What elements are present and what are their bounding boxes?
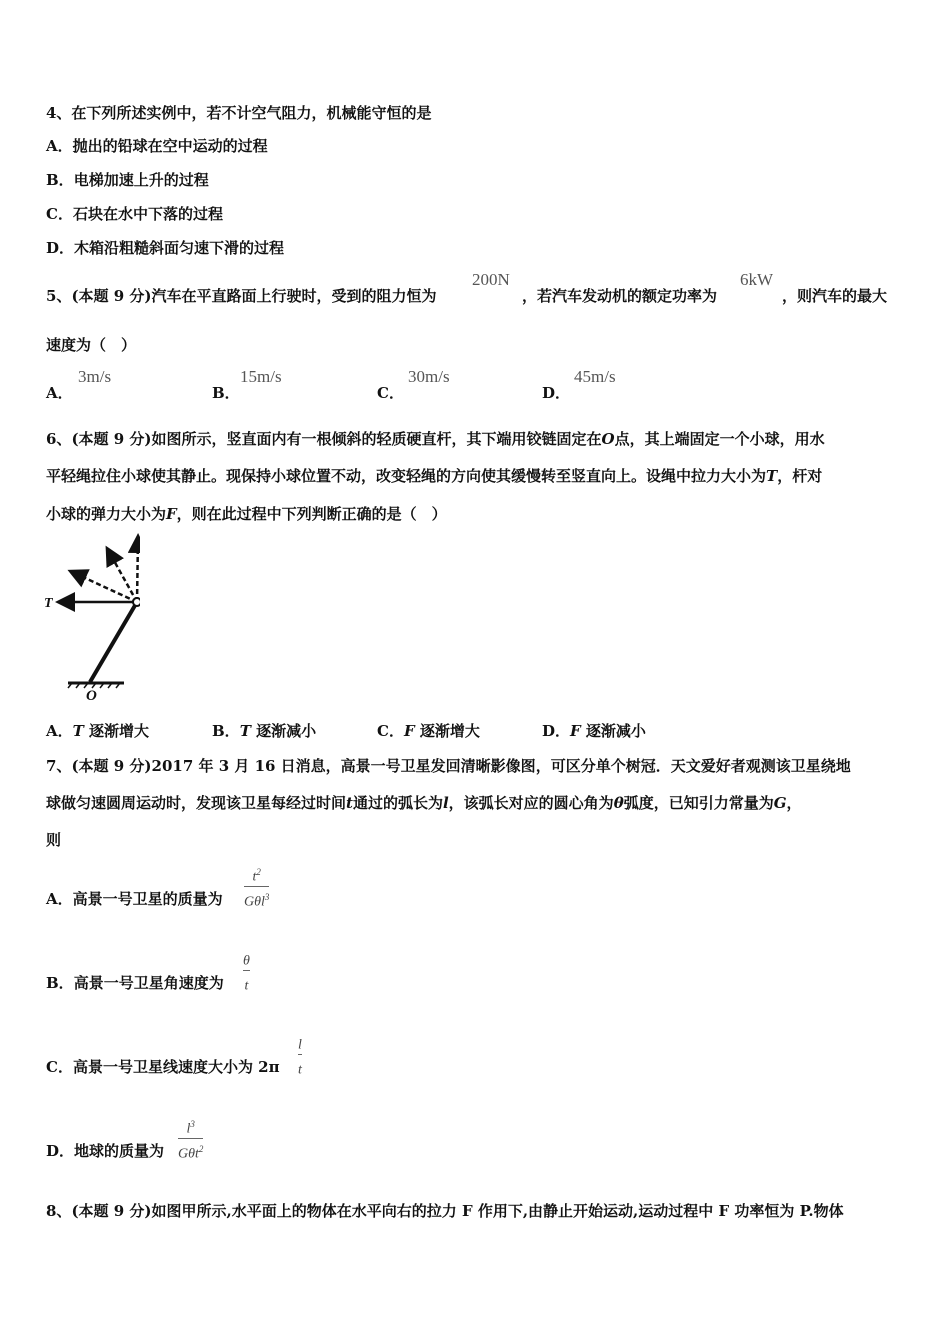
q5-option-a-value: 3m/s [78, 367, 112, 386]
q5-option-c-label: C． [377, 384, 404, 402]
q6-option-d: D．F 逐渐减小 [542, 722, 646, 740]
q5-option-d-label: D． [542, 384, 571, 402]
q7-option-c: C．高景一号卫星线速度大小为 2π [46, 1058, 280, 1076]
q5-option-b-value: 15m/s [240, 367, 282, 386]
q5-option-a-label: A． [46, 384, 73, 402]
q6-option-c: C．F 逐渐增大 [377, 722, 480, 740]
q7-line3: 则 [46, 831, 62, 849]
rod [90, 602, 137, 682]
q6-line3: 小球的弹力大小为F，则在此过程中下列判断正确的是（ ） [46, 505, 447, 523]
q5-option-c-value: 30m/s [408, 367, 450, 386]
q4-option-c: C．石块在水中下落的过程 [46, 205, 223, 223]
q5-line1: 5、(本题 9 分)汽车在平直路面上行驶时，受到的阻力恒为 [46, 287, 437, 305]
q5-power-value: 6kW [740, 270, 774, 289]
q5-option-d-value: 45m/s [574, 367, 616, 386]
q5-option-b-label: B． [212, 384, 240, 402]
q4-option-d: D．木箱沿粗糙斜面匀速下滑的过程 [46, 239, 285, 257]
q6-option-a: A．T 逐渐增大 [46, 722, 150, 740]
q7-option-c-fraction: $\frac{l}{t}$ [298, 1037, 302, 1078]
q7-option-b-fraction: $\frac{\theta}{t}$ [243, 953, 250, 994]
q7-option-a: A．高景一号卫星的质量为 [46, 890, 223, 908]
q5-force-value: 200N [472, 270, 510, 289]
q6-line2: 平轻绳拉住小球使其静止。现保持小球位置不动，改变轻绳的方向使其缓慢转至竖直向上。设绳中拉力大小为T，杆对 [46, 467, 823, 485]
q6-line1: 6、(本题 9 分)如图所示，竖直面内有一根倾斜的轻质硬直杆，其下端用铰链固定在O点，其上端固定一个小球，用水 [46, 430, 825, 448]
label-O: O [86, 688, 97, 702]
q6-option-b: B．T 逐渐减小 [212, 722, 317, 740]
q7-option-d: D．地球的质量为 [46, 1142, 165, 1160]
q5-line1b: ，若汽车发动机的额定功率为 [522, 287, 718, 305]
q7-line1: 7、(本题 9 分)2017 年 3 月 16 日消息，高景一号卫星发回清晰影像图，可区分单个树冠．天文爱好者观测该卫星绕地 [46, 757, 851, 775]
q7-option-d-fraction: $l^3$ Gθt$^2$ [178, 1119, 204, 1162]
q8-line1: 8、(本题 9 分)如图甲所示,水平面上的物体在水平向右的拉力 F 作用下,由静止开始运动,运动过程中 F 功率恒为 P.物体 [46, 1202, 844, 1220]
ball [133, 598, 140, 606]
dashed-rope-3 [137, 538, 138, 602]
q4-option-a: A．抛出的铅球在空中运动的过程 [46, 137, 268, 155]
q5-line2: 速度为（ ） [46, 336, 137, 354]
q6-rod-figure [40, 532, 140, 702]
q7-option-a-fraction: $t^2$ Gθl$^3$ [244, 867, 270, 910]
q5-line1c: ，则汽车的最大 [782, 287, 888, 305]
q7-line2: 球做匀速圆周运动时，发现该卫星每经过时间t通过的弧长为l，该弧长对应的圆心角为θ弧度，已知引力常量为G， [46, 794, 802, 812]
q4-stem: 4、在下列所述实例中，若不计空气阻力，机械能守恒的是 [46, 104, 432, 122]
q7-option-b: B．高景一号卫星角速度为 [46, 974, 224, 992]
label-T: T [44, 596, 53, 611]
q4-option-b: B．电梯加速上升的过程 [46, 171, 209, 189]
